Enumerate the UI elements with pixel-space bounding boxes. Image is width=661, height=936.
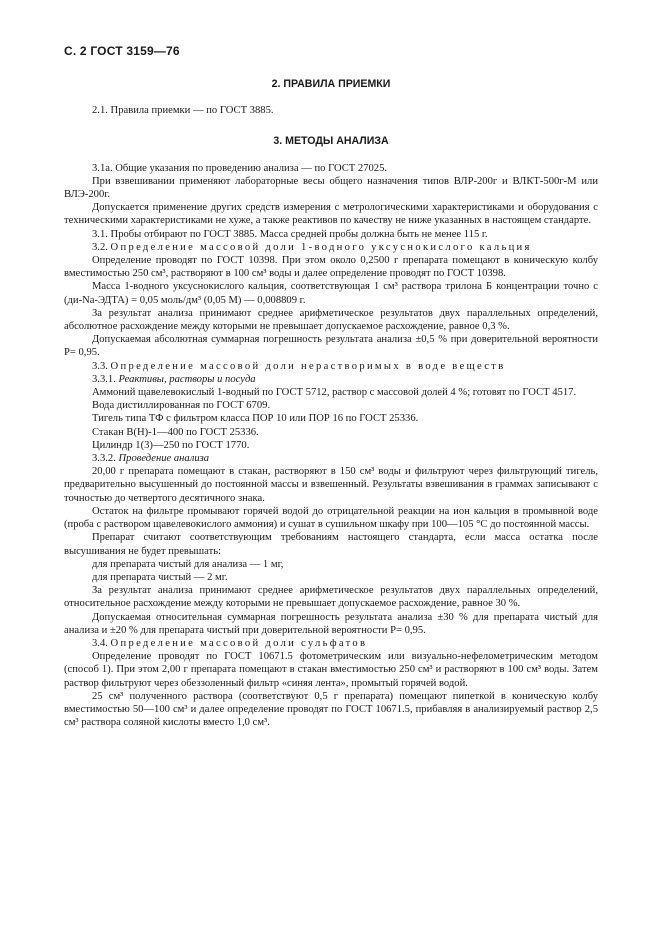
document-body: [64, 74, 598, 729]
paragraph-3-3-2-a: 20,00 г препарата помещают в стакан, растворяют в 150 см³ воды и фильтруют через фильтрующий тигель, предварительно высушенный до постоянной массы и взвешенный. Результаты взвешивания в граммах записывают с точностью до четвертого десятичного знака.: [64, 466, 598, 504]
heading-3-2-number: 3.2.: [92, 241, 108, 253]
list-item-pure: для препарата чистый — 2 мг.: [92, 571, 228, 583]
heading-3-3-1-number: 3.3.1.: [92, 373, 116, 385]
heading-3-2: [64, 241, 598, 254]
paragraph-crucible: Тигель типа ТФ с фильтром класса ПОР 10 или ПОР 16 по ГОСТ 25336.: [92, 413, 419, 425]
paragraph-allowed: Допускается применение других средств измерения с метрологическими характеристиками и оборудования с техническими характеристиками не хуже, а также реактивов по качеству не ниже указанных в настоящем стандарте.: [64, 202, 598, 227]
paragraph-3-3-2-c: Препарат считают соответствующим требованиям настоящего стандарта, если масса остатка после высушивания не будет превышать:: [64, 532, 598, 557]
list-item-pure-analysis: для препарата чистый для анализа — 1 мг,: [92, 558, 284, 570]
section-2-title: 2. ПРАВИЛА ПРИЕМКИ: [271, 78, 391, 90]
paragraph-water: Вода дистиллированная по ГОСТ 6709.: [92, 400, 271, 412]
heading-3-4: [64, 637, 598, 650]
paragraph-3-4-b: 25 см³ полученного раствора (соответствуют 0,5 г препарата) помещают пипеткой в коническую колбу вместимостью 50—100 см³ и далее определение проводят по ГОСТ 10671.5, прибавляя в анализируемый раствор 2,5 см³ раствора соляной кислоты вместо 1,0 см³.: [64, 690, 598, 729]
page-header: С. 2 ГОСТ 3159—76: [64, 44, 180, 58]
heading-3-3-2: [64, 452, 598, 465]
paragraph-3-3-2-d: За результат анализа принимают среднее арифметическое результатов двух параллельных определений, относительное расхождение между которыми не превышает допускаемое расхождение, равное 30 %.: [64, 585, 598, 610]
section-3-title: 3. МЕТОДЫ АНАЛИЗА: [273, 135, 389, 148]
paragraph-3-2-a: Определение проводят по ГОСТ 10398. При этом около 0,2500 г препарата помещают в коническую колбу вместимостью 250 см³, растворяют в 100 см³ воды и далее определение проводят по ГОСТ 10398.: [64, 255, 598, 280]
paragraph-weighing: При взвешивании применяют лабораторные весы общего назначения типов ВЛР-200г и ВЛКТ-500г-М или ВЛЭ-200г.: [64, 175, 598, 201]
paragraph-cylinder: Цилиндр 1(3)—250 по ГОСТ 1770.: [92, 439, 250, 451]
paragraph-3-2-c: За результат анализа принимают среднее арифметическое результатов двух параллельных определений, абсолютное расхождение между которыми не превышает допускаемое расхождение, равное 0,3 %.: [64, 307, 598, 333]
heading-3-3-title: Определение массовой доли нерастворимых в воде веществ: [110, 360, 506, 372]
heading-3-3-number: 3.3.: [92, 360, 108, 372]
paragraph-ammonium: Аммоний щавелевокислый 1-водный по ГОСТ 5712, раствор с массовой долей 4 %; готовят по ГОСТ 4517.: [92, 387, 577, 399]
paragraph-3-1: 3.1. Пробы отбирают по ГОСТ 3885. Масса средней пробы должна быть не менее 115 г.: [92, 228, 488, 240]
paragraph-3-3-2-b: Остаток на фильтре промывают горячей водой до отрицательной реакции на ион кальция в промывной воде (проба с раствором щавелевокислого аммония) и сушат в сушильном шкафу при 100—105 °С до постоянной массы.: [64, 505, 598, 531]
paragraph-3-3-2-e: Допускаемая относительная суммарная погрешность результата анализа ±30 % для препарата чистый для анализа и ±20 % для препарата чистый при доверительной вероятности Р= 0,95.: [64, 611, 598, 636]
paragraph-2-1: 2.1. Правила приемки — по ГОСТ 3885.: [92, 105, 274, 117]
heading-3-3-1-title: Реактивы, растворы и посуда: [118, 373, 256, 385]
heading-3-3-1: [64, 373, 598, 386]
heading-3-4-number: 3.4.: [92, 637, 108, 649]
heading-3-3-2-title: Проведение анализа: [118, 453, 210, 465]
heading-3-4-title: Определение массовой доли сульфатов: [110, 637, 368, 649]
paragraph-3-2-b: Масса 1-водного уксуснокислого кальция, соответствующая 1 см³ раствора трилона Б концентрации точно с (ди-Na-ЭДТА) = 0,05 моль/дм³ (0,05 М) — 0,008809 г.: [64, 281, 598, 306]
paragraph-beaker: Стакан В(Н)-1—400 по ГОСТ 25336.: [92, 426, 259, 438]
paragraph-3-1a: 3.1а. Общие указания по проведению анализа — по ГОСТ 27025.: [92, 162, 388, 174]
paragraph-3-4-a: Определение проводят по ГОСТ 10671.5 фотометрическим или визуально-нефелометрическим методом (способ 1). При этом 2,00 г препарата помещают в стакан вместимостью 250 см³ и растворяют в 100 см³ воды. Затем раствор фильтруют через обеззоленный фильтр «синяя лента», промытый горячей водой.: [64, 651, 598, 689]
heading-3-2-title: Определение массовой доли 1-водного уксуснокислого кальция: [110, 241, 532, 253]
heading-3-3: [64, 360, 598, 373]
heading-3-3-2-number: 3.3.2.: [92, 453, 116, 465]
paragraph-3-2-d: Допускаемая абсолютная суммарная погрешность результата анализа ±0,5 % при доверительной вероятности Р= 0,95.: [64, 334, 598, 359]
